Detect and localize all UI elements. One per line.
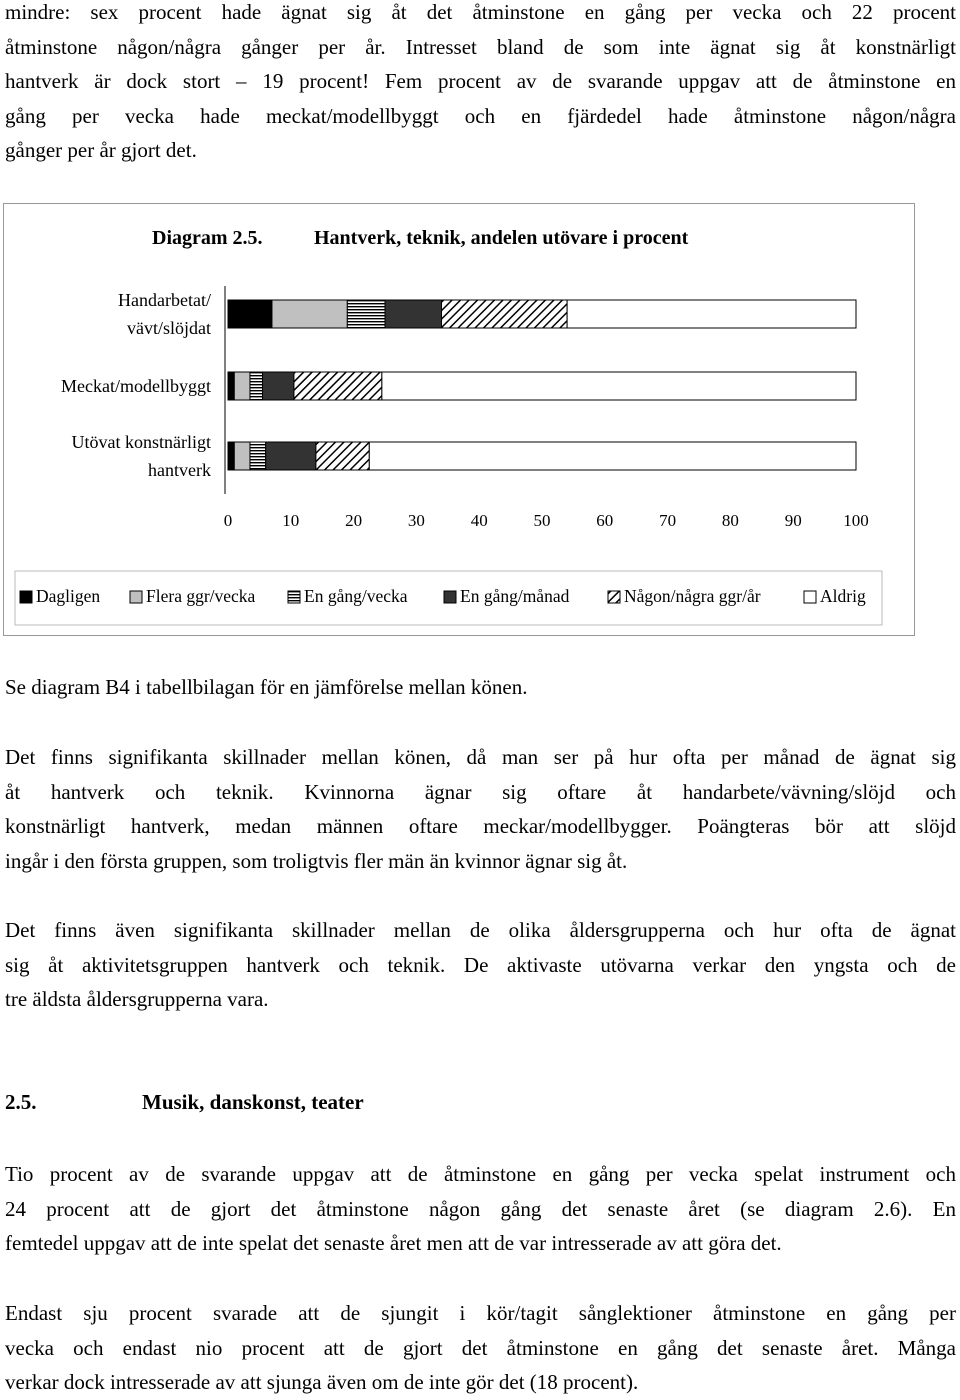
intro-paragraph (5, 0, 956, 168)
music-paragraph (5, 1157, 956, 1261)
text-line: Se diagram B4 i tabellbilagan för en jämförelse mellan könen. (5, 675, 528, 699)
x-tick-label: 90 (784, 511, 802, 530)
x-tick-label: 50 (533, 511, 551, 530)
bar-segment (369, 442, 856, 470)
singing-paragraph (5, 1296, 956, 1400)
text-line: åt hantverk och teknik. Kvinnorna ägnar sig oftare åt handarbete/vävning/slöjd och (5, 779, 956, 804)
x-tick-label: 100 (843, 511, 869, 530)
text-line: gång per vecka hade meckat/modellbyggt och en fjärdedel hade åtminstone någon/några (5, 103, 956, 128)
section-title: Musik, danskonst, teater (142, 1090, 364, 1114)
text-line: Tio procent av de svarande uppgav att de åtminstone en gång per vecka spelat instrument och (5, 1162, 956, 1186)
text-line: gånger per år gjort det. (5, 138, 197, 162)
text-line: femtedel uppgav att de inte spelat det senaste året men att de var intresserade av att göra det. (5, 1231, 782, 1255)
x-tick-label: 10 (282, 511, 300, 530)
bar-segment (272, 300, 347, 328)
section-number: 2.5. (5, 1090, 37, 1114)
bar-segment (442, 300, 568, 328)
chart-title: Hantverk, teknik, andelen utövare i procent (314, 227, 689, 249)
bars (228, 300, 856, 470)
text-line: verkar dock intresserade av att sjunga även om de inte gör det (18 procent). (5, 1370, 639, 1394)
bar-segment (228, 372, 234, 400)
text-line: konstnärligt hantverk, medan männen oftare meckar/modellbygger. Poängteras bör att slöjd (5, 814, 956, 838)
legend-swatch (444, 591, 456, 603)
category-label: Utövat konstnärligt (71, 432, 211, 452)
legend-swatch (804, 591, 816, 603)
bar-segment (234, 442, 250, 470)
category-label: hantverk (148, 460, 211, 480)
bar-segment (385, 300, 442, 328)
legend-swatch (288, 591, 300, 603)
chart (4, 204, 916, 637)
text-line: ingår i den första gruppen, som troligtvis fler män än kvinnor ägnar sig åt. (5, 848, 628, 873)
x-tick-label: 60 (596, 511, 614, 530)
bar-segment (228, 300, 272, 328)
text-line: Endast sju procent svarade att de sjungit i kör/tagit sånglektioner åtminstone en gång per (5, 1301, 956, 1325)
legend-swatch (20, 591, 32, 603)
legend-swatch (130, 591, 142, 603)
legend-label: Aldrig (820, 586, 866, 606)
text-line: hantverk är dock stort – 19 procent! Fem procent av de svarande uppgav att de åtminstone en (5, 69, 956, 93)
x-tick-label: 70 (659, 511, 677, 530)
x-tick-label: 20 (345, 511, 363, 530)
category-label: vävt/slöjdat (127, 318, 211, 338)
bar-segment (250, 372, 263, 400)
bar-segment (234, 372, 250, 400)
legend-label: En gång/vecka (304, 586, 408, 606)
bar-segment (567, 300, 856, 328)
text-line: sig åt aktivitetsgruppen hantverk och teknik. De aktivaste utövarna verkar den yngsta och de (5, 952, 956, 977)
legend-label: Flera ggr/vecka (146, 586, 256, 606)
bar-segment (316, 442, 369, 470)
bar-segment (263, 372, 294, 400)
bar-segment (347, 300, 385, 328)
legend-label: Dagligen (36, 586, 101, 606)
legend-label: En gång/månad (460, 586, 570, 606)
bar-segment (294, 372, 382, 400)
text-line: 24 procent att de gjort det åtminstone någon gång det senaste året (se diagram 2.6). En (5, 1196, 956, 1221)
x-tick-label: 30 (407, 511, 425, 530)
legend-label: Någon/några ggr/år (624, 586, 761, 606)
bar-segment (266, 442, 316, 470)
bar-segment (250, 442, 266, 470)
x-tick-label: 0 (223, 511, 233, 530)
text-line: mindre: sex procent hade ägnat sig åt det åtminstone en gång per vecka och 22 procent (5, 0, 956, 24)
category-label: Meckat/modellbyggt (61, 376, 211, 396)
gender-paragraph (5, 740, 956, 878)
x-tick-label: 80 (721, 511, 739, 530)
bar-segment (382, 372, 856, 400)
legend (15, 571, 882, 625)
text-line: Det finns signifikanta skillnader mellan könen, då man ser på hur ofta per månad de ägnat sig (5, 745, 956, 769)
category-labels (61, 290, 211, 480)
text-line: tre äldsta åldersgrupperna vara. (5, 987, 269, 1011)
text-line: vecka och endast nio procent att de gjort det åtminstone en gång det senaste året. Många (5, 1335, 956, 1360)
chart-title-number: Diagram 2.5. (152, 227, 263, 249)
text-line: Det finns även signifikanta skillnader mellan de olika åldersgrupperna och hur ofta de ägnat (5, 918, 956, 942)
chart-frame (3, 203, 915, 636)
category-label: Handarbetat/ (118, 290, 211, 310)
note-paragraph (5, 670, 956, 705)
legend-swatch (608, 591, 620, 603)
bar-segment (228, 442, 234, 470)
text-line: åtminstone någon/några gånger per år. Intresset bland de som inte ägnat sig åt konstnärligt (5, 34, 956, 59)
x-tick-label: 40 (470, 511, 488, 530)
age-paragraph (5, 913, 956, 1017)
